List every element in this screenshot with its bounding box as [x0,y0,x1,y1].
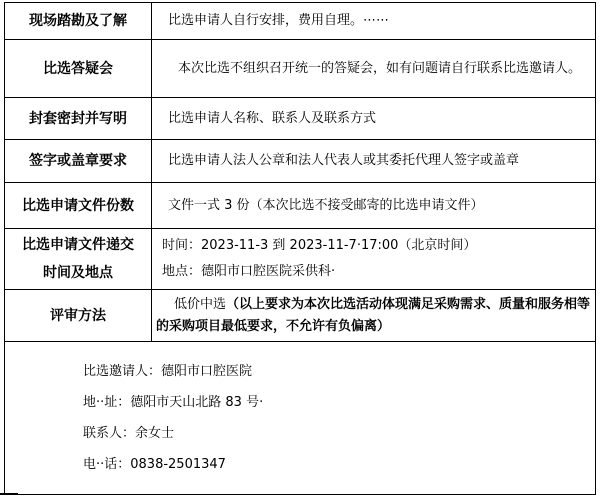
row-value [152,40,596,98]
page-edge-mark [0,493,18,495]
row-label: 封套密封并写明 [5,98,152,140]
row-value [152,229,596,290]
row-label: 比选申请文件份数 [5,183,152,229]
row-label: 评审方法 [5,290,152,342]
review-method-text [156,294,593,338]
review-method-detail: （以上要求为本次比选活动体现满足采购需求、质量和服务相等的采购项目最低要求，不允许有负偏离） [156,296,591,334]
row-value: 比选申请人法人公章和法人代表人或其委托代理人签字或盖章 [152,140,596,183]
table-row [5,229,596,290]
row-label: 现场踏勘及了解 [5,3,152,40]
table-row [5,290,596,342]
submission-time: 时间：2023-11-3 到 2023-11-7·17:00（北京时间） [162,238,477,253]
row-value [152,290,596,342]
row-label [5,229,152,290]
contact-inviter: 比选邀请人：德阳市口腔医院 [83,364,253,379]
table-row [5,40,596,98]
contact-cell [5,342,596,495]
contact-person: 联系人：余女士 [83,426,175,441]
review-method-intro: 低价中选 [174,296,227,312]
time-place-label-line1: 比选申请文件递交 [22,237,134,253]
contact-block [5,342,595,480]
time-place-label-line2: 时间及地点 [43,265,113,281]
row-value: 比选申请人名称、联系人及联系方式 [152,98,596,140]
tender-info-table [4,2,596,495]
contact-address: 地··址：德阳市天山北路 83 号· [83,395,264,410]
row-label: 签字或盖章要求 [5,140,152,183]
submission-place: 地点：德阳市口腔医院采供科· [162,264,336,279]
table-row [5,140,596,183]
contact-phone: 电··话：0838-2501347 [83,457,226,472]
table-row [5,3,596,40]
tender-info-document [4,2,596,495]
row-label: 比选答疑会 [5,40,152,98]
row-value: 文件一式 3 份（本次比选不接受邮寄的比选申请文件） [152,183,596,229]
table-row [5,98,596,140]
row-value: 比选申请人自行安排，费用自理。⋯⋯ [152,3,596,40]
table-row [5,342,596,495]
qa-text: 本次比选不组织召开统一的答疑会，如有问题请自行联系比选邀请人。 [178,60,582,76]
table-row [5,183,596,229]
